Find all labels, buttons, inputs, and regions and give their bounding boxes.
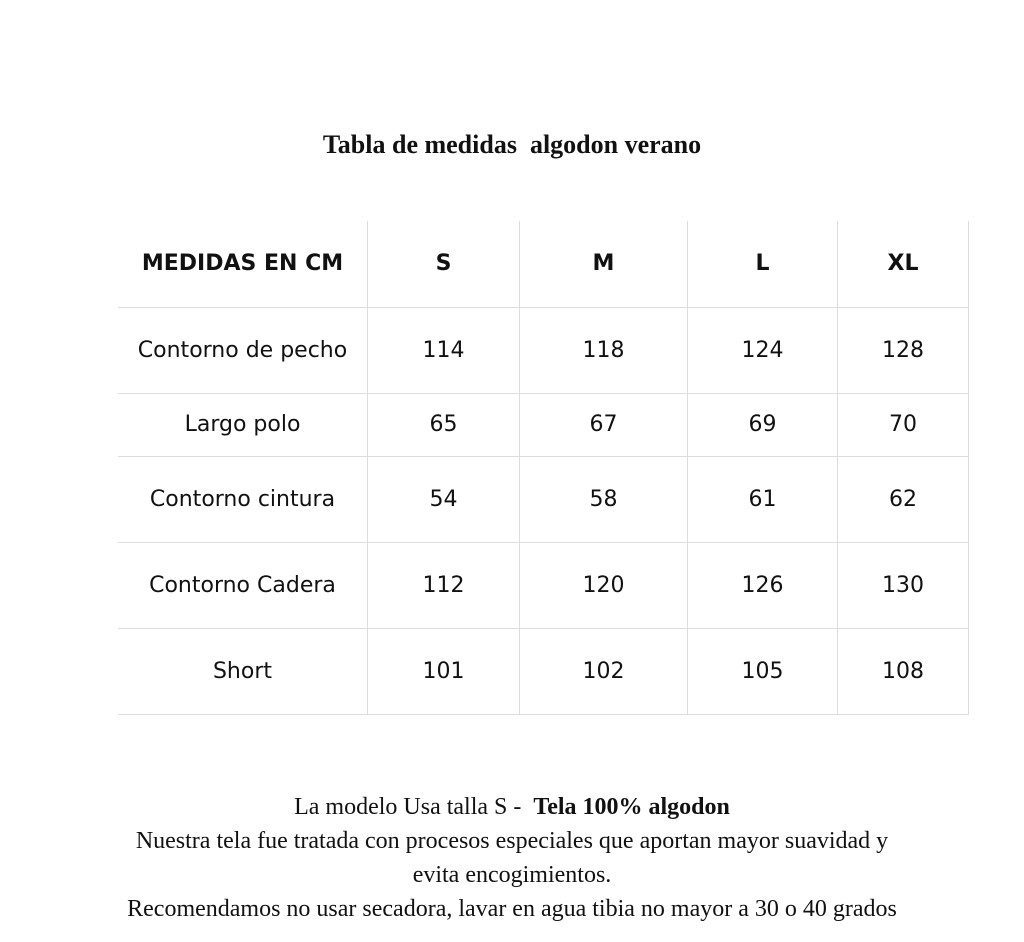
table-cell: 69 bbox=[688, 393, 838, 456]
table-row bbox=[118, 393, 969, 456]
table-cell: 102 bbox=[520, 628, 688, 714]
row-label: Contorno Cadera bbox=[118, 542, 368, 628]
table-cell: 67 bbox=[520, 393, 688, 456]
fabric-treatment-note: Nuestra tela fue tratada con procesos especiales que aportan mayor suavidad y bbox=[135, 828, 889, 854]
shrinkage-note: evita encogimientos. bbox=[412, 862, 612, 888]
header-cell-s: S bbox=[368, 221, 520, 307]
size-table bbox=[118, 221, 969, 715]
table-cell: 128 bbox=[838, 307, 969, 393]
row-label: Short bbox=[118, 628, 368, 714]
table-row bbox=[118, 307, 969, 393]
table-cell: 101 bbox=[368, 628, 520, 714]
table-row bbox=[118, 628, 969, 714]
model-size-note bbox=[0, 790, 1024, 824]
fabric-composition: Tela 100% algodon bbox=[533, 794, 730, 820]
row-label: Contorno cintura bbox=[118, 456, 368, 542]
table-cell: 62 bbox=[838, 456, 969, 542]
table-cell: 65 bbox=[368, 393, 520, 456]
washing-instructions: Recomendamos no usar secadora, lavar en agua tibia no mayor a 30 o 40 grados bbox=[127, 896, 897, 922]
header-cell-measures: MEDIDAS EN CM bbox=[118, 221, 368, 307]
table-cell: 114 bbox=[368, 307, 520, 393]
header-cell-l: L bbox=[688, 221, 838, 307]
page-title: Tabla de medidas algodon verano bbox=[322, 130, 702, 159]
table-cell: 126 bbox=[688, 542, 838, 628]
table-header-row bbox=[118, 221, 969, 307]
table-cell: 130 bbox=[838, 542, 969, 628]
table-cell: 108 bbox=[838, 628, 969, 714]
row-label: Largo polo bbox=[118, 393, 368, 456]
row-label: Contorno de pecho bbox=[118, 307, 368, 393]
table-cell: 70 bbox=[838, 393, 969, 456]
table-row bbox=[118, 456, 969, 542]
model-size-text: La modelo Usa talla S - bbox=[294, 794, 528, 820]
table-cell: 120 bbox=[520, 542, 688, 628]
care-notes bbox=[0, 790, 1024, 926]
table-cell: 124 bbox=[688, 307, 838, 393]
table-cell: 118 bbox=[520, 307, 688, 393]
table-row bbox=[118, 542, 969, 628]
header-cell-m: M bbox=[520, 221, 688, 307]
table-cell: 112 bbox=[368, 542, 520, 628]
table-cell: 58 bbox=[520, 456, 688, 542]
table-cell: 61 bbox=[688, 456, 838, 542]
table-cell: 105 bbox=[688, 628, 838, 714]
table-cell: 54 bbox=[368, 456, 520, 542]
header-cell-xl: XL bbox=[838, 221, 969, 307]
